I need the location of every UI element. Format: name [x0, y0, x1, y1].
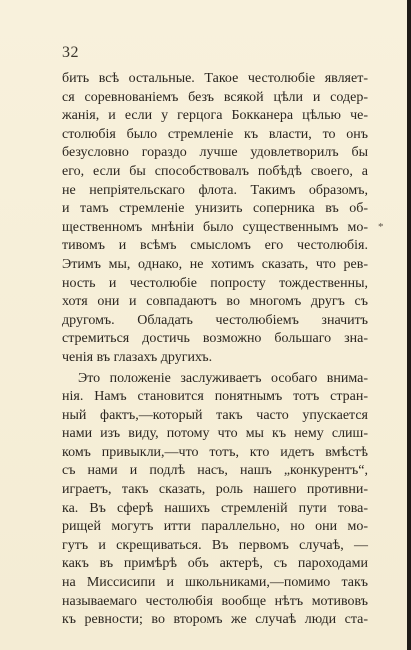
paragraph-2 — [62, 370, 368, 630]
text-line: нами изъ виду, потому что мы къ нему слиш- — [62, 426, 368, 442]
text-line: гутъ и скрещиваться. Въ первомъ случаѣ, — — [62, 537, 368, 553]
text-line: столюбія было стремленіе къ власти, то онъ — [62, 126, 368, 142]
text-line: и тамъ стремленіе унизить соперника въ об- — [62, 201, 368, 217]
text-line: къ ревности; во второмъ же случаѣ люди ста- — [62, 612, 368, 628]
text-line: не непріятельскаго флота. Такимъ образомъ, — [62, 182, 368, 198]
text-line: Это положеніе заслуживаетъ особаго внима- — [78, 370, 368, 386]
text-line: ность и честолюбіе попросту тождественны, — [62, 275, 368, 291]
page-number: 32 — [62, 44, 79, 61]
text-line: играетъ, такъ сказать, роль нашего противни- — [62, 482, 368, 498]
text-line: безусловно гораздо лучше удовлетворилъ бы — [62, 145, 368, 161]
text-line: комъ привыкли,—что тотъ, кто идетъ вмѣстѣ — [62, 444, 368, 460]
body-text — [62, 70, 368, 630]
text-line: рищей могутъ итти параллельно, но они мо- — [62, 519, 368, 535]
text-line: на Миссисипи и школьниками,—помимо такъ — [62, 575, 368, 591]
paragraph-1 — [62, 70, 368, 368]
text-line: ка. Въ сферѣ нашихъ стремленій пути това- — [62, 500, 368, 516]
text-line: съ нами и подлѣ насъ, нашъ „конкурентъ“, — [62, 463, 368, 479]
text-line: стремиться достичь возможно большаго зна- — [62, 331, 368, 347]
page-edge-shadow — [407, 0, 411, 650]
margin-mark: * — [378, 221, 384, 233]
text-line: Этимъ мы, однако, не хотимъ сказать, что рев- — [62, 256, 368, 272]
text-line: жанія, и если у герцога Бокканера цѣлью че- — [62, 108, 368, 124]
text-line: бить всѣ остальные. Такое честолюбіе являет- — [62, 71, 368, 86]
text-line: какъ въ примѣрѣ объ актерѣ, съ пароходами — [62, 556, 368, 572]
text-line: его, если бы способствовалъ побѣдѣ своего, а — [62, 163, 368, 179]
text-line: ченія въ глазахъ другихъ. — [62, 349, 213, 365]
text-line: тивомъ и всѣмъ смысломъ его честолюбія. — [62, 238, 368, 254]
text-line: другомъ. Обладать честолюбіемъ значитъ — [62, 312, 368, 328]
text-line: ся соревнованіемъ безъ всякой цѣли и содер- — [62, 89, 368, 105]
text-line: ный фактъ,—который такъ часто упускается — [62, 407, 368, 423]
text-line: хотя они и совпадаютъ во многомъ другъ съ — [62, 294, 368, 310]
text-line: называемаго честолюбія вообще нѣтъ мотивовъ — [62, 593, 368, 609]
text-line: щественномъ мнѣніи было существеннымъ мо- — [62, 219, 368, 235]
text-line: нія. Намъ становится понятнымъ тотъ стран- — [62, 389, 368, 405]
